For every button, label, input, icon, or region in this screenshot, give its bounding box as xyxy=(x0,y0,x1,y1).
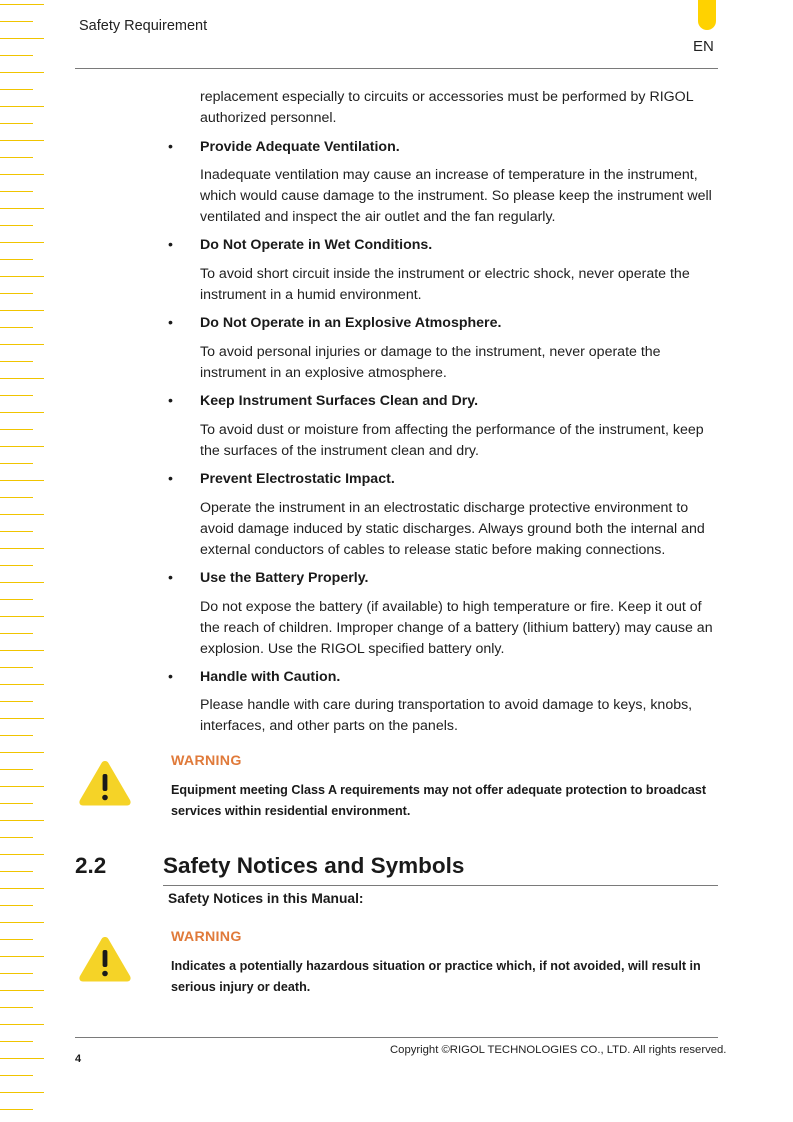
margin-ruler xyxy=(0,0,46,1122)
warning-triangle-icon xyxy=(77,934,133,984)
ruler-tick xyxy=(0,769,33,770)
requirement-body: To avoid dust or moisture from affecting the performance of the instrument, keep the surfaces of the instrument clean and dry. xyxy=(200,422,704,459)
ruler-tick xyxy=(0,1058,44,1059)
ruler-tick xyxy=(0,990,44,991)
ruler-tick xyxy=(0,1075,33,1076)
ruler-tick xyxy=(0,1109,33,1110)
ruler-tick xyxy=(0,548,44,549)
warning-text: Indicates a potentially hazardous situation or practice which, if not avoided, will result in serious injury or death. xyxy=(171,959,701,994)
ruler-tick xyxy=(0,259,33,260)
ruler-tick xyxy=(0,565,33,566)
ruler-tick xyxy=(0,463,33,464)
warning-triangle-icon xyxy=(77,758,133,808)
warning-label: WARNING xyxy=(171,929,242,945)
header-divider xyxy=(75,68,718,69)
ruler-tick xyxy=(0,786,44,787)
requirement-body: Do not expose the battery (if available) to high temperature or fire. Keep it out of the reach of children. Improper change of a battery (lithium battery) may cause an explosion. Use the RIGOL specified battery only. xyxy=(200,599,713,657)
ruler-tick xyxy=(0,701,33,702)
ruler-tick xyxy=(0,1024,44,1025)
ruler-tick xyxy=(0,310,44,311)
ruler-tick xyxy=(0,89,33,90)
requirement-body: Inadequate ventilation may cause an increase of temperature in the instrument, which would cause damage to the instrument. So please keep the instrument well ventilated and inspect the air outlet and the fan regularly. xyxy=(200,167,712,225)
requirement-heading: Use the Battery Properly. xyxy=(200,570,369,586)
ruler-tick xyxy=(0,429,33,430)
ruler-tick xyxy=(0,718,44,719)
bullet-marker: • xyxy=(168,393,173,409)
ruler-tick xyxy=(0,650,44,651)
ruler-tick xyxy=(0,667,33,668)
requirement-body: Operate the instrument in an electrostatic discharge protective environment to avoid damage induced by static discharges. Always ground both the internal and external conductors of cables to release static before making connections. xyxy=(200,500,705,558)
language-label: EN xyxy=(693,38,714,55)
ruler-tick xyxy=(0,395,33,396)
section-divider xyxy=(163,885,718,886)
requirement-heading: Do Not Operate in an Explosive Atmosphere. xyxy=(200,315,502,331)
ruler-tick xyxy=(0,327,33,328)
ruler-tick xyxy=(0,276,44,277)
ruler-tick xyxy=(0,1092,44,1093)
subsection-heading: Safety Notices in this Manual: xyxy=(168,891,364,906)
ruler-tick xyxy=(0,497,33,498)
ruler-tick xyxy=(0,633,33,634)
ruler-tick xyxy=(0,191,33,192)
ruler-tick xyxy=(0,752,44,753)
ruler-tick xyxy=(0,514,44,515)
requirement-body: To avoid short circuit inside the instrument or electric shock, never operate the instrument in a humid environment. xyxy=(200,266,690,303)
ruler-tick xyxy=(0,1041,33,1042)
bullet-marker: • xyxy=(168,237,173,253)
ruler-tick xyxy=(0,140,44,141)
ruler-tick xyxy=(0,837,33,838)
bullet-marker: • xyxy=(168,471,173,487)
language-tab-marker xyxy=(698,0,716,30)
ruler-tick xyxy=(0,174,44,175)
ruler-tick xyxy=(0,905,33,906)
ruler-tick xyxy=(0,854,44,855)
ruler-tick xyxy=(0,293,33,294)
ruler-tick xyxy=(0,531,33,532)
ruler-tick xyxy=(0,803,33,804)
ruler-tick xyxy=(0,4,44,5)
running-header-title: Safety Requirement xyxy=(79,18,208,34)
ruler-tick xyxy=(0,582,44,583)
requirement-body: To avoid personal injuries or damage to the instrument, never operate the instrument in an explosive atmosphere. xyxy=(200,344,661,381)
section-number: 2.2 xyxy=(75,853,107,878)
ruler-tick xyxy=(0,599,33,600)
requirement-heading: Handle with Caution. xyxy=(200,669,341,685)
ruler-tick xyxy=(0,735,33,736)
ruler-tick xyxy=(0,208,44,209)
ruler-tick xyxy=(0,973,33,974)
requirement-body: Please handle with care during transportation to avoid damage to keys, knobs, interfaces, and other parts on the panels. xyxy=(200,697,693,734)
ruler-tick xyxy=(0,378,44,379)
section-title: Safety Notices and Symbols xyxy=(163,853,465,878)
ruler-tick xyxy=(0,157,33,158)
ruler-tick xyxy=(0,123,33,124)
requirement-heading: Prevent Electrostatic Impact. xyxy=(200,471,395,487)
ruler-tick xyxy=(0,38,44,39)
ruler-tick xyxy=(0,480,44,481)
requirement-heading: Keep Instrument Surfaces Clean and Dry. xyxy=(200,393,479,409)
bullet-marker: • xyxy=(168,669,173,685)
ruler-tick xyxy=(0,616,44,617)
ruler-tick xyxy=(0,1007,33,1008)
bullet-marker: • xyxy=(168,315,173,331)
requirement-heading: Do Not Operate in Wet Conditions. xyxy=(200,237,433,253)
ruler-tick xyxy=(0,242,44,243)
ruler-tick xyxy=(0,939,33,940)
ruler-tick xyxy=(0,871,33,872)
ruler-tick xyxy=(0,684,44,685)
ruler-tick xyxy=(0,106,44,107)
warning-text: Equipment meeting Class A requirements may not offer adequate protection to broadcast services within residential environment. xyxy=(171,783,707,818)
bullet-marker: • xyxy=(168,139,173,155)
ruler-tick xyxy=(0,225,33,226)
ruler-tick xyxy=(0,888,44,889)
page-number: 4 xyxy=(75,1053,82,1065)
ruler-tick xyxy=(0,820,44,821)
ruler-tick xyxy=(0,21,33,22)
bullet-marker: • xyxy=(168,570,173,586)
ruler-tick xyxy=(0,412,44,413)
ruler-tick xyxy=(0,361,33,362)
ruler-tick xyxy=(0,446,44,447)
ruler-tick xyxy=(0,344,44,345)
warning-label: WARNING xyxy=(171,753,242,769)
requirement-heading: Provide Adequate Ventilation. xyxy=(200,139,400,155)
continuation-paragraph: replacement especially to circuits or accessories must be performed by RIGOL authorized personnel. xyxy=(200,89,694,126)
ruler-tick xyxy=(0,922,44,923)
ruler-tick xyxy=(0,956,44,957)
ruler-tick xyxy=(0,55,33,56)
copyright-notice: Copyright ©RIGOL TECHNOLOGIES CO., LTD. All rights reserved. xyxy=(390,1044,727,1056)
ruler-tick xyxy=(0,72,44,73)
footer-divider xyxy=(75,1037,718,1038)
